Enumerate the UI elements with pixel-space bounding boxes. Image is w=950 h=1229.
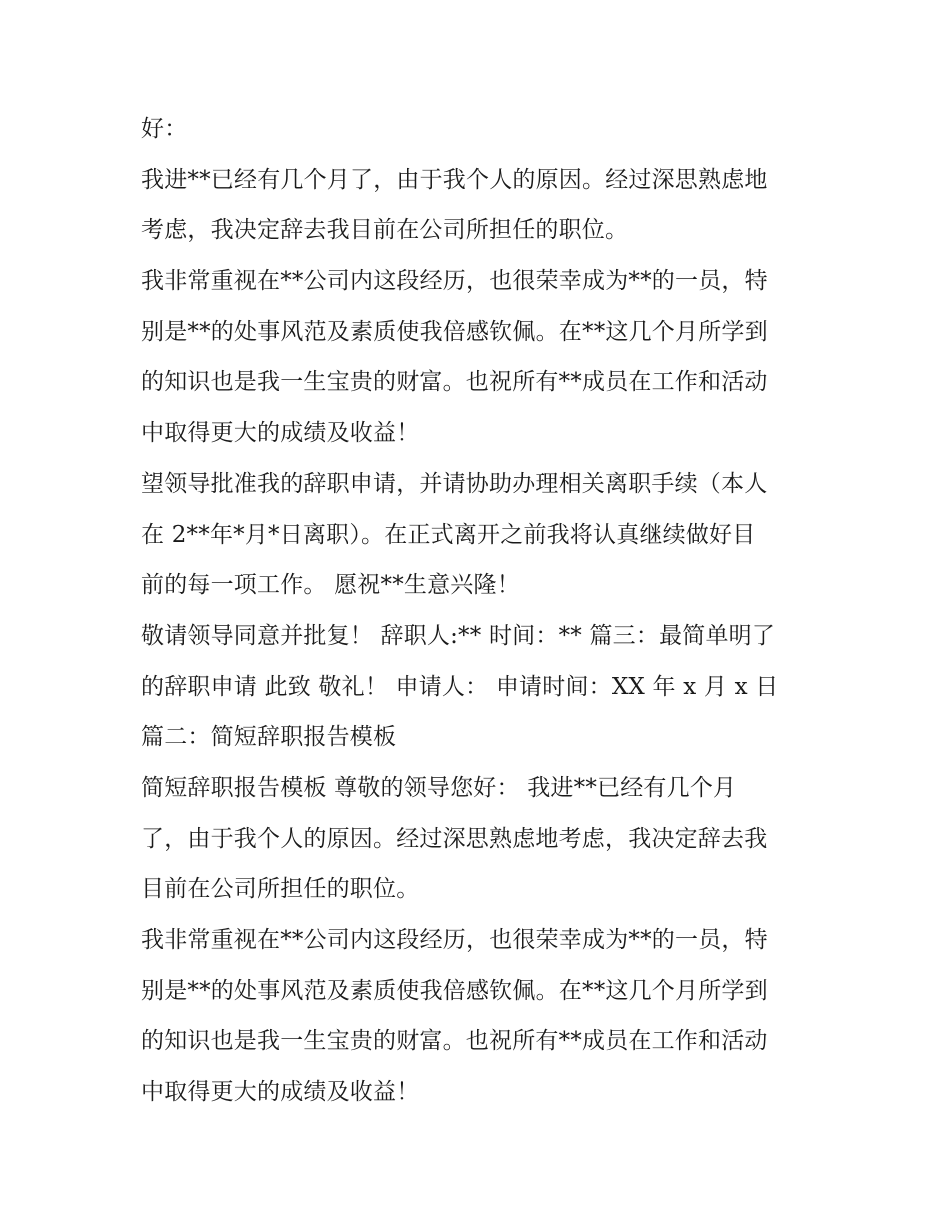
text-line: 的知识也是我一生宝贵的财富。也祝所有**成员在工作和活动 <box>141 1028 768 1055</box>
section-heading: 篇二：简短辞职报告模板 <box>141 724 397 751</box>
text-line: 中取得更大的成绩及收益！ <box>141 420 420 447</box>
text-line: 我进**已经有几个月了，由于我个人的原因。经过深思熟虑地 <box>141 166 768 193</box>
text-line: 的知识也是我一生宝贵的财富。也祝所有**成员在工作和活动 <box>141 369 768 396</box>
text-line: 中取得更大的成绩及收益！ <box>141 1079 420 1106</box>
text-line: 敬请领导同意并批复！ 辞职人:** 时间：** 篇三：最简单明了 <box>141 622 776 649</box>
text-line: 前的每一项工作。 愿祝**生意兴隆！ <box>141 572 520 599</box>
text-line: 考虑，我决定辞去我目前在公司所担任的职位。 <box>141 217 629 244</box>
text-line: 的辞职申请 此致 敬礼！ 申请人： 申请时间：XX 年 x 月 x 日 <box>141 673 779 700</box>
text-line: 别是**的处事风范及素质使我倍感钦佩。在**这几个月所学到 <box>141 977 768 1004</box>
document-body <box>141 104 821 1118</box>
text-line: 望领导批准我的辞职申请，并请协助办理相关离职手续（本人 <box>141 470 768 497</box>
text-line: 我非常重视在**公司内这段经历，也很荣幸成为**的一员，特 <box>141 268 768 295</box>
text-line: 目前在公司所担任的职位。 <box>141 876 420 903</box>
text-line: 我非常重视在**公司内这段经历，也很荣幸成为**的一员，特 <box>141 927 768 953</box>
text-line: 在 2**年*月*日离职）。在正式离开之前我将认真继续做好目 <box>141 521 756 548</box>
text-line-greeting: 好： <box>141 116 188 142</box>
text-line: 别是**的处事风范及素质使我倍感钦佩。在**这几个月所学到 <box>141 318 768 345</box>
text-line: 了，由于我个人的原因。经过深思熟虑地考虑，我决定辞去我 <box>141 825 768 852</box>
text-line: 简短辞职报告模板 尊敬的领导您好： 我进**已经有几个月 <box>141 774 737 801</box>
